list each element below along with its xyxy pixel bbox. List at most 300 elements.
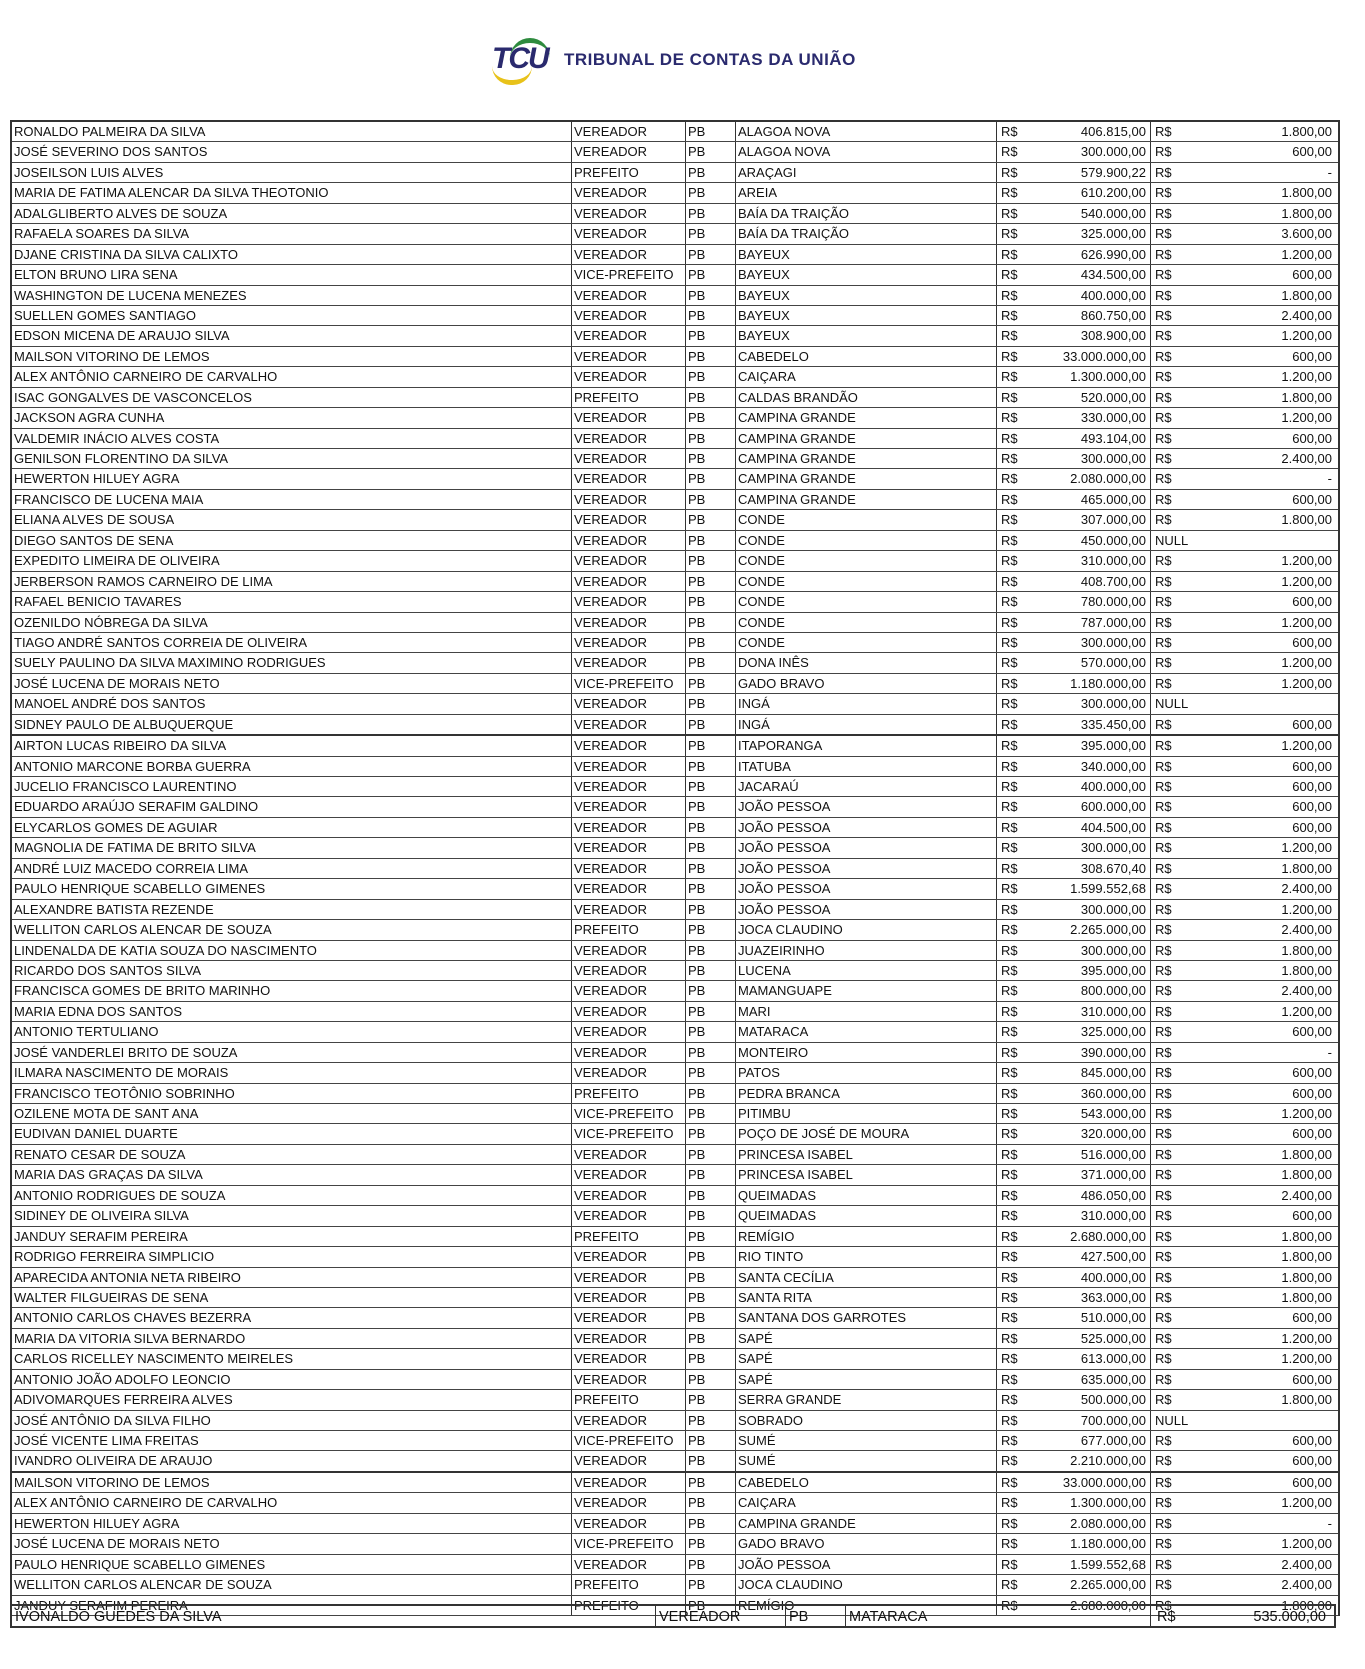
cell-role: VEREADOR <box>572 1493 686 1512</box>
cell-uf: PB <box>686 941 736 960</box>
table-row <box>12 1288 1338 1308</box>
cell-value-1: 300.000,00 <box>1027 900 1151 919</box>
cell-value-2: 1.800,00 <box>1281 942 1332 958</box>
cell-value-1: 434.500,00 <box>1027 265 1151 284</box>
cell-value-1: 1.300.000,00 <box>1027 1493 1151 1512</box>
cell-value-2: 1.200,00 <box>1281 328 1332 344</box>
cell-city: PRINCESA ISABEL <box>736 1145 997 1164</box>
cell-city: PATOS <box>736 1063 997 1082</box>
cell-uf: PB <box>686 1451 736 1470</box>
table-row <box>12 163 1338 183</box>
cell-name: VALDEMIR INÁCIO ALVES COSTA <box>12 429 572 448</box>
cell-currency-2: R$ <box>1155 634 1172 650</box>
cell-name: JERBERSON RAMOS CARNEIRO DE LIMA <box>12 572 572 591</box>
cell-currency-1: R$ <box>1001 1146 1018 1162</box>
cell-uf: PB <box>686 1063 736 1082</box>
table-row <box>12 757 1338 777</box>
cell-uf: PB <box>686 920 736 939</box>
cell-value-1: 626.990,00 <box>1027 245 1151 264</box>
table-row <box>12 265 1338 285</box>
cell-value-1: 400.000,00 <box>1027 286 1151 305</box>
cell-name: OZENILDO NÓBREGA DA SILVA <box>12 613 572 632</box>
cell-name: MARIA EDNA DOS SANTOS <box>12 1002 572 1021</box>
cell-name: RENATO CESAR DE SOUZA <box>12 1145 572 1164</box>
cell-value-1: 1.180.000,00 <box>1027 1534 1151 1553</box>
cell-value-2: 1.200,00 <box>1281 840 1332 856</box>
table-row <box>12 1451 1338 1472</box>
cell-uf: PB <box>686 715 736 734</box>
cell-currency-1: R$ <box>1001 716 1018 732</box>
cell-currency-1: R$ <box>1001 1330 1018 1346</box>
cell-currency-1: R$ <box>1001 1126 1018 1142</box>
table-row <box>12 306 1338 326</box>
cell-city: BAYEUX <box>736 265 997 284</box>
cell-value-2: 2.400,00 <box>1281 983 1332 999</box>
cell-value-1: 371.000,00 <box>1027 1165 1151 1184</box>
table-row <box>12 592 1338 612</box>
table-row <box>12 224 1338 244</box>
cell-name: JANDUY SERAFIM PEREIRA <box>12 1227 572 1246</box>
cell-value-2: 2.400,00 <box>1281 1577 1332 1593</box>
cell-currency-2: R$ <box>1155 124 1172 139</box>
cell-name: HEWERTON HILUEY AGRA <box>12 1514 572 1533</box>
cell-value-1: 510.000,00 <box>1027 1308 1151 1327</box>
cell-role: VEREADOR <box>572 1165 686 1184</box>
table-row <box>12 204 1338 224</box>
cell-city: JOÃO PESSOA <box>736 818 997 837</box>
cell-currency-2: R$ <box>1155 1556 1172 1572</box>
table-row <box>12 286 1338 306</box>
cell-value-2: 1.200,00 <box>1281 1003 1332 1019</box>
cell-role: VEREADOR <box>572 286 686 305</box>
cell-role: VEREADOR <box>572 572 686 591</box>
cell-name: MARIA DAS GRAÇAS DA SILVA <box>12 1165 572 1184</box>
cell-currency-2: R$ <box>1155 1065 1172 1081</box>
cell-currency-2: R$ <box>1155 471 1172 487</box>
cell-role: VEREADOR <box>572 633 686 652</box>
tcu-logo <box>490 38 554 82</box>
table-row <box>12 367 1338 387</box>
document-header <box>490 38 856 82</box>
cell-currency-2: NULL <box>1155 532 1189 548</box>
cell-currency-2: R$ <box>1155 185 1172 201</box>
cell-uf: PB <box>686 838 736 857</box>
table-row <box>12 1165 1338 1185</box>
cell-currency-1: R$ <box>1001 819 1018 835</box>
cell-name: ANDRÉ LUIZ MACEDO CORREIA LIMA <box>12 859 572 878</box>
cell-city: MATARACA <box>736 1022 997 1041</box>
cell-value-1: 330.000,00 <box>1027 408 1151 427</box>
cell-role: VEREADOR <box>572 204 686 223</box>
cell-value-1: 2.080.000,00 <box>1027 1514 1151 1533</box>
cell-currency-2: R$ <box>1155 1187 1172 1203</box>
cell-city: RIO TINTO <box>736 1247 997 1266</box>
cell-currency-1: R$ <box>1001 634 1018 650</box>
cell-uf: PB <box>786 1606 846 1626</box>
cell-currency-1: R$ <box>1001 1577 1018 1593</box>
cell-name: JOSEILSON LUIS ALVES <box>12 163 572 182</box>
table-row <box>12 961 1338 981</box>
cell-city: SANTANA DOS GARROTES <box>736 1308 997 1327</box>
cell-city: SUMÉ <box>736 1451 997 1470</box>
cell-value-2: 600,00 <box>1292 594 1332 610</box>
table-row <box>12 1084 1338 1104</box>
cell-currency-2: R$ <box>1155 389 1172 405</box>
cell-currency-1: R$ <box>1001 738 1018 754</box>
cell-value-2 <box>1191 694 1338 713</box>
cell-name: WELLITON CARLOS ALENCAR DE SOUZA <box>12 1575 572 1594</box>
cell-currency-1: R$ <box>1001 369 1018 385</box>
cell-uf: PB <box>686 1165 736 1184</box>
cell-currency-1: R$ <box>1001 1085 1018 1101</box>
cell-currency-1: R$ <box>1001 532 1018 548</box>
table-row <box>12 1473 1338 1493</box>
cell-value-1: 408.700,00 <box>1027 572 1151 591</box>
cell-value-1: 363.000,00 <box>1027 1288 1151 1307</box>
cell-currency-2: R$ <box>1155 144 1172 160</box>
cell-name: ANTONIO RODRIGUES DE SOUZA <box>12 1186 572 1205</box>
cell-role: VEREADOR <box>572 900 686 919</box>
cell-city: CAMPINA GRANDE <box>736 408 997 427</box>
cell-currency-1: R$ <box>1001 1556 1018 1572</box>
cell-value-2: 2.400,00 <box>1281 922 1332 938</box>
cell-value-2: 1.200,00 <box>1281 573 1332 589</box>
cell-currency-1: R$ <box>1001 1003 1018 1019</box>
cell-role: VEREADOR <box>572 818 686 837</box>
cell-uf: PB <box>686 1268 736 1287</box>
table-row <box>12 1186 1338 1206</box>
cell-name: ALEXANDRE BATISTA REZENDE <box>12 900 572 919</box>
cell-role: VEREADOR <box>572 551 686 570</box>
cell-uf: PB <box>686 981 736 1000</box>
cell-uf: PB <box>686 551 736 570</box>
cell-uf: PB <box>686 777 736 796</box>
cell-currency-1: R$ <box>1001 942 1018 958</box>
cell-value-2: 3.600,00 <box>1281 226 1332 242</box>
cell-uf: PB <box>686 429 736 448</box>
cell-currency-1: R$ <box>1001 491 1018 507</box>
cell-name: MANOEL ANDRÉ DOS SANTOS <box>12 694 572 713</box>
cell-currency-1: R$ <box>1001 1289 1018 1305</box>
cell-value-2: 600,00 <box>1292 799 1332 815</box>
cell-currency-2: R$ <box>1155 860 1172 876</box>
cell-role: VEREADOR <box>572 941 686 960</box>
cell-currency-2: R$ <box>1155 369 1172 385</box>
cell-uf: PB <box>686 613 736 632</box>
cell-city: BAÍA DA TRAIÇÃO <box>736 204 997 223</box>
cell-currency-1: R$ <box>1001 962 1018 978</box>
cell-currency-2: R$ <box>1155 1433 1172 1448</box>
cell-role: VEREADOR <box>572 838 686 857</box>
cell-value-2: 1.800,00 <box>1281 389 1332 405</box>
cell-name: ELIANA ALVES DE SOUSA <box>12 510 572 529</box>
cell-value-1: 600.000,00 <box>1027 797 1151 816</box>
cell-name: RAFAEL BENICIO TAVARES <box>12 592 572 611</box>
cell-value-1: 2.080.000,00 <box>1027 469 1151 488</box>
table-row <box>12 1145 1338 1165</box>
cell-name: FRANCISCO DE LUCENA MAIA <box>12 490 572 509</box>
cell-value-2: 1.800,00 <box>1281 205 1332 221</box>
cell-uf: PB <box>686 592 736 611</box>
cell-role: VEREADOR <box>572 797 686 816</box>
cell-city: JOÃO PESSOA <box>736 1555 997 1574</box>
cell-city: JOÃO PESSOA <box>736 797 997 816</box>
cell-role: VEREADOR <box>572 1043 686 1062</box>
cell-value-1: 404.500,00 <box>1027 818 1151 837</box>
cell-value-2: - <box>1327 1515 1332 1531</box>
cell-name: MARIA DE FATIMA ALENCAR DA SILVA THEOTONIO <box>12 183 572 202</box>
cell-city: JOÃO PESSOA <box>736 879 997 898</box>
cell-currency-2: R$ <box>1155 164 1172 180</box>
cell-currency-1: R$ <box>1001 328 1018 344</box>
cell-name: PAULO HENRIQUE SCABELLO GIMENES <box>12 879 572 898</box>
cell-uf: PB <box>686 1227 736 1246</box>
cell-currency-2: R$ <box>1155 962 1172 978</box>
cell-role: VEREADOR <box>572 531 686 550</box>
table-row <box>12 777 1338 797</box>
cell-currency-1: R$ <box>1001 410 1018 426</box>
cell-value-2: 1.200,00 <box>1281 369 1332 385</box>
cell-role: VEREADOR <box>572 1145 686 1164</box>
cell-name: WASHINGTON DE LUCENA MENEZES <box>12 286 572 305</box>
cell-value-1: 300.000,00 <box>1027 838 1151 857</box>
cell-currency-1: R$ <box>1001 1167 1018 1183</box>
cell-currency-2: R$ <box>1155 1371 1172 1387</box>
cell-uf: PB <box>686 1534 736 1553</box>
cell-city: BAYEUX <box>736 286 997 305</box>
cell-value-1: 310.000,00 <box>1027 1206 1151 1225</box>
cell-city: REMÍGIO <box>736 1227 997 1246</box>
cell-currency-1: R$ <box>1001 307 1018 323</box>
cell-currency-2: R$ <box>1155 1289 1172 1305</box>
cell-uf: PB <box>686 1493 736 1512</box>
cell-value-2: 1.200,00 <box>1281 901 1332 917</box>
cell-uf: PB <box>686 1002 736 1021</box>
cell-name: JOSÉ LUCENA DE MORAIS NETO <box>12 674 572 693</box>
cell-currency-2: R$ <box>1155 1208 1172 1224</box>
cell-uf: PB <box>686 1370 736 1389</box>
cell-value-1: 1.300.000,00 <box>1027 367 1151 386</box>
cell-name: MARIA DA VITORIA SILVA BERNARDO <box>12 1329 572 1348</box>
cell-currency-2: R$ <box>1155 573 1172 589</box>
table-row <box>12 694 1338 714</box>
cell-currency-1: R$ <box>1001 1412 1018 1428</box>
cell-uf: PB <box>686 1084 736 1103</box>
cell-value-1: 335.450,00 <box>1027 715 1151 734</box>
cell-value-1: 300.000,00 <box>1027 694 1151 713</box>
cell-value-2: 1.200,00 <box>1281 1330 1332 1346</box>
cell-value-1: 360.000,00 <box>1027 1084 1151 1103</box>
cell-value-1: 308.670,40 <box>1027 859 1151 878</box>
cell-currency-2: R$ <box>1155 1310 1172 1326</box>
cell-currency-1: R$ <box>1001 267 1018 283</box>
cell-uf: PB <box>686 224 736 243</box>
cell-role: VEREADOR <box>572 1473 686 1492</box>
cell-currency-1: R$ <box>1001 553 1018 569</box>
cell-uf: PB <box>686 1022 736 1041</box>
cell-uf: PB <box>686 1124 736 1143</box>
table-row <box>12 879 1338 899</box>
cell-value-2: 1.800,00 <box>1281 124 1332 139</box>
cell-value-1: 340.000,00 <box>1027 757 1151 776</box>
cell-value-1: 320.000,00 <box>1027 1124 1151 1143</box>
cell-city: BAYEUX <box>736 306 997 325</box>
table-row <box>12 1247 1338 1267</box>
cell-currency-2: R$ <box>1155 1597 1172 1613</box>
cell-uf: PB <box>686 347 736 366</box>
cell-city: PITIMBU <box>736 1104 997 1123</box>
cell-currency-2: R$ <box>1155 512 1172 528</box>
table-row <box>12 736 1338 756</box>
cell-currency-1: R$ <box>1001 983 1018 999</box>
cell-city: INGÁ <box>736 715 997 734</box>
cell-currency-1: R$ <box>1001 573 1018 589</box>
cell-name: SUELLEN GOMES SANTIAGO <box>12 306 572 325</box>
cell-uf: PB <box>686 653 736 672</box>
cell-value-2: 1.200,00 <box>1281 246 1332 262</box>
cell-value-2: 600,00 <box>1292 1024 1332 1040</box>
cell-role: VEREADOR <box>572 1308 686 1327</box>
cell-city: JACARAÚ <box>736 777 997 796</box>
cell-uf: PB <box>686 1043 736 1062</box>
table-row <box>12 715 1338 736</box>
cell-city: QUEIMADAS <box>736 1206 997 1225</box>
cell-role: PREFEITO <box>572 920 686 939</box>
cell-role: VEREADOR <box>572 613 686 632</box>
cell-city: CONDE <box>736 551 997 570</box>
cell-currency-1: R$ <box>1001 1536 1018 1552</box>
cell-value-2: 2.400,00 <box>1281 881 1332 897</box>
cell-city: PRINCESA ISABEL <box>736 1165 997 1184</box>
cell-currency-2: R$ <box>1155 675 1172 691</box>
table-row <box>12 981 1338 1001</box>
cell-value-1: 395.000,00 <box>1027 736 1151 755</box>
cell-role: VEREADOR <box>572 879 686 898</box>
cell-value-2: 600,00 <box>1292 1126 1332 1142</box>
cell-value-2: 600,00 <box>1292 430 1332 446</box>
cell-role: VEREADOR <box>572 981 686 1000</box>
cell-uf: PB <box>686 572 736 591</box>
cell-uf: PB <box>686 1575 736 1594</box>
cell-city: SANTA CECÍLIA <box>736 1268 997 1287</box>
cell-name: APARECIDA ANTONIA NETA RIBEIRO <box>12 1268 572 1287</box>
table-row <box>12 1411 1338 1431</box>
cell-currency-1: R$ <box>1001 205 1018 221</box>
table-row <box>12 674 1338 694</box>
cell-name: MAILSON VITORINO DE LEMOS <box>12 1473 572 1492</box>
cell-value-1: 308.900,00 <box>1027 326 1151 345</box>
cell-uf: PB <box>686 757 736 776</box>
cell-uf: PB <box>686 306 736 325</box>
cell-value: 535.000,00 <box>1253 1609 1326 1625</box>
cell-value-1: 780.000,00 <box>1027 592 1151 611</box>
cell-name: SUELY PAULINO DA SILVA MAXIMINO RODRIGUES <box>12 653 572 672</box>
cell-currency-2: R$ <box>1155 779 1172 794</box>
cell-value-1: 310.000,00 <box>1027 551 1151 570</box>
cell-city: GADO BRAVO <box>736 674 997 693</box>
cell-uf: PB <box>686 183 736 202</box>
table-row <box>12 1370 1338 1390</box>
cell-city: DONA INÊS <box>736 653 997 672</box>
cell-uf: PB <box>686 142 736 161</box>
cell-uf: PB <box>686 1186 736 1205</box>
table-row <box>12 469 1338 489</box>
cell-value-2: 1.200,00 <box>1281 738 1332 754</box>
cell-role: PREFEITO <box>572 1084 686 1103</box>
cell-city: BAYEUX <box>736 326 997 345</box>
cell-currency-2: R$ <box>1155 1249 1172 1265</box>
cell-currency-1: R$ <box>1001 164 1018 180</box>
cell-value-2: 1.800,00 <box>1281 1146 1332 1162</box>
cell-value-1: 390.000,00 <box>1027 1043 1151 1062</box>
cell-city: JUAZEIRINHO <box>736 941 997 960</box>
cell-name: ADIVOMARQUES FERREIRA ALVES <box>12 1390 572 1409</box>
cell-value-1: 2.680.000,00 <box>1027 1596 1151 1615</box>
cell-role: PREFEITO <box>572 1390 686 1409</box>
cell-uf: PB <box>686 961 736 980</box>
cell-value-1: 493.104,00 <box>1027 429 1151 448</box>
cell-role: VEREADOR <box>572 306 686 325</box>
cell-value-2: 1.200,00 <box>1281 1495 1332 1511</box>
cell-value-1: 486.050,00 <box>1027 1186 1151 1205</box>
table-row <box>12 388 1338 408</box>
cell-currency-2: R$ <box>1155 287 1172 303</box>
table-row <box>12 326 1338 346</box>
cell-name: ANTONIO MARCONE BORBA GUERRA <box>12 757 572 776</box>
cell-city: CABEDELO <box>736 1473 997 1492</box>
cell-currency-2: NULL <box>1155 696 1189 712</box>
cell-value-2: 600,00 <box>1292 716 1332 732</box>
table-row <box>12 572 1338 592</box>
cell-currency-1: R$ <box>1001 1187 1018 1203</box>
cell-role: VEREADOR <box>572 469 686 488</box>
cell-name: DIEGO SANTOS DE SENA <box>12 531 572 550</box>
cell-role: VEREADOR <box>572 736 686 755</box>
cell-value-2: 600,00 <box>1292 819 1332 835</box>
cell-value-2: 600,00 <box>1292 1065 1332 1081</box>
cell-role: PREFEITO <box>572 388 686 407</box>
logo-text: TCU <box>492 42 548 75</box>
cell-currency-2: R$ <box>1155 738 1172 754</box>
cell-uf: PB <box>686 265 736 284</box>
cell-value-2: 1.800,00 <box>1281 185 1332 201</box>
cell-currency-2: R$ <box>1155 1351 1172 1367</box>
table-row <box>12 818 1338 838</box>
cell-currency-2: NULL <box>1155 1412 1189 1428</box>
cell-city: MONTEIRO <box>736 1043 997 1062</box>
cell-currency-2: R$ <box>1155 942 1172 958</box>
cell-role: VEREADOR <box>572 1411 686 1430</box>
table-row <box>12 429 1338 449</box>
cell-currency-2: R$ <box>1155 881 1172 897</box>
cell-currency-1: R$ <box>1001 860 1018 876</box>
cell-city: JOÃO PESSOA <box>736 900 997 919</box>
cell-name: ANTONIO TERTULIANO <box>12 1022 572 1041</box>
cell-currency-1: R$ <box>1001 512 1018 528</box>
cell-uf: PB <box>686 388 736 407</box>
cell-currency-1: R$ <box>1001 1044 1018 1060</box>
cell-name: FRANCISCA GOMES DE BRITO MARINHO <box>12 981 572 1000</box>
cell-role: VICE-PREFEITO <box>572 674 686 693</box>
cell-currency-1: R$ <box>1001 1208 1018 1224</box>
cell-value-1: 1.599.552,68 <box>1027 1555 1151 1574</box>
cell-name: WELLITON CARLOS ALENCAR DE SOUZA <box>12 920 572 939</box>
cell-value-2: - <box>1327 471 1332 487</box>
cell-currency-2: R$ <box>1155 1003 1172 1019</box>
cell-currency-1: R$ <box>1001 124 1018 139</box>
table-row <box>12 633 1338 653</box>
cell-role: VEREADOR <box>572 1022 686 1041</box>
